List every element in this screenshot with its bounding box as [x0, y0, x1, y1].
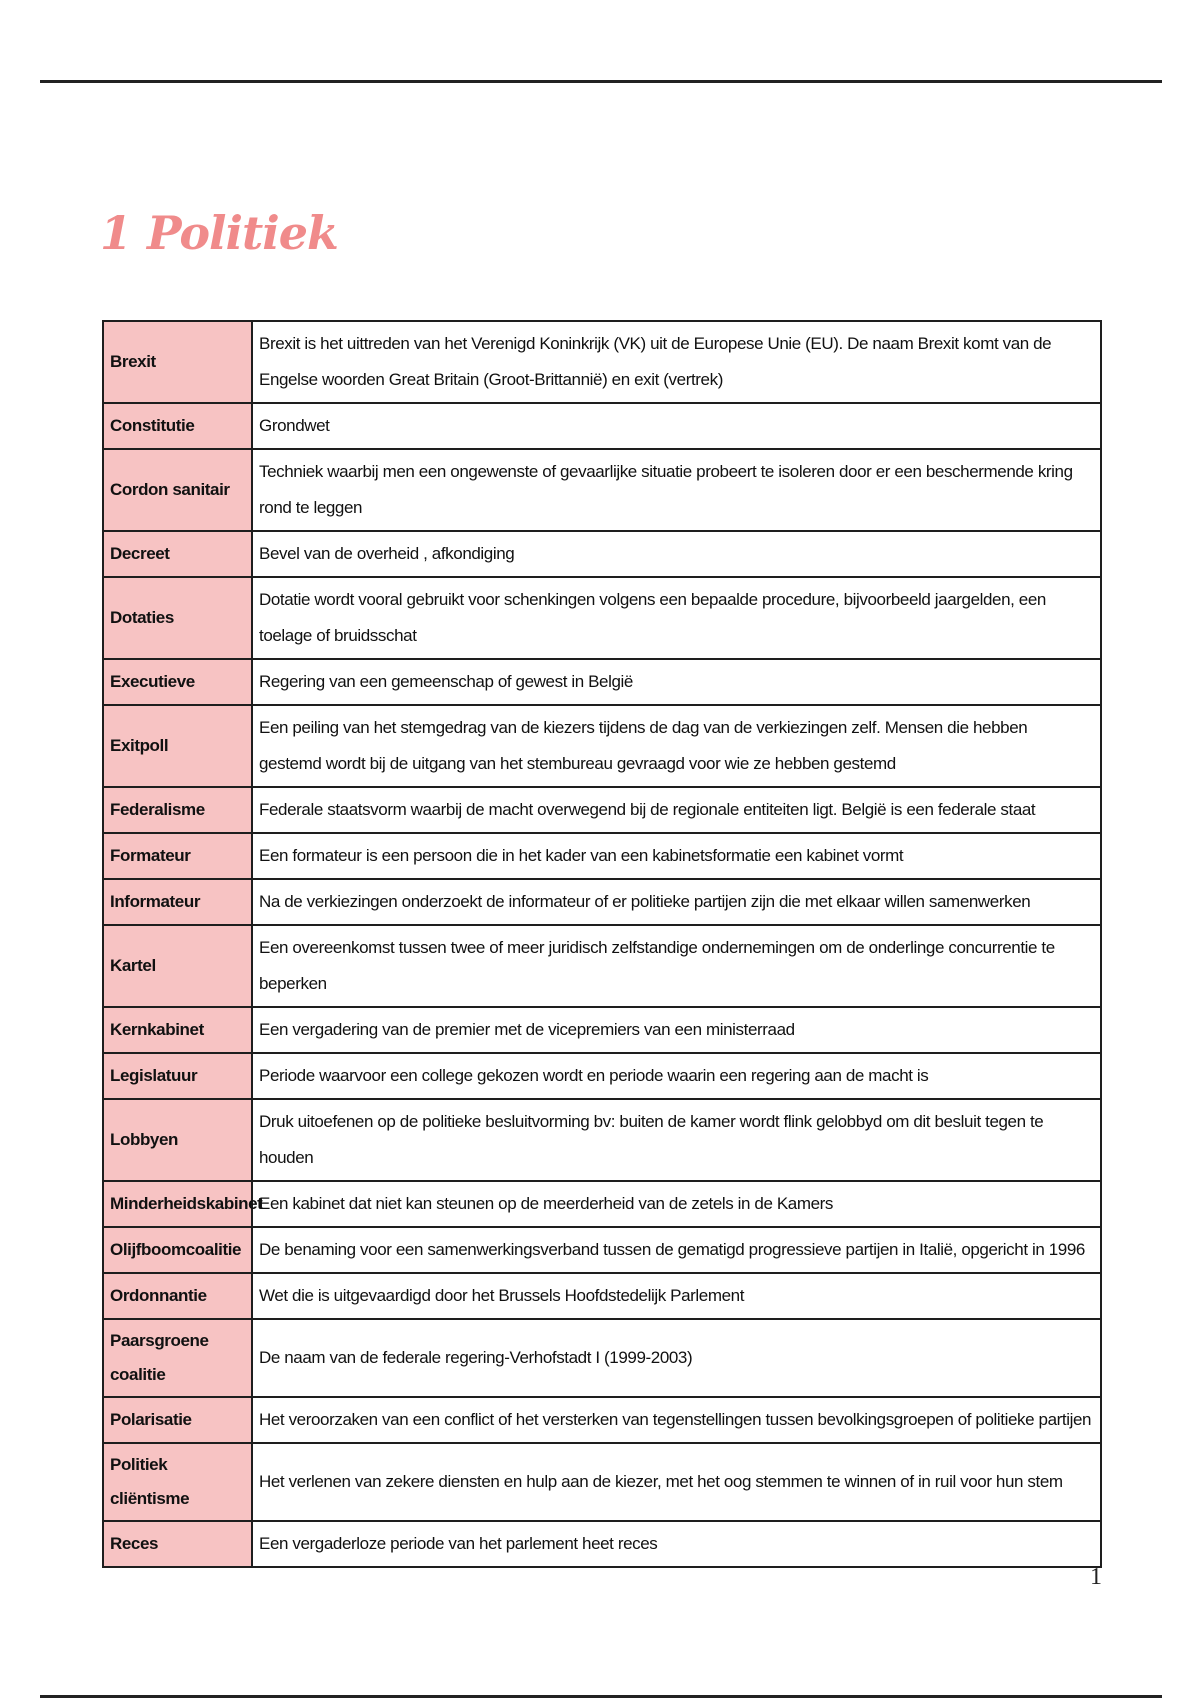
definition-cell: De naam van de federale regering-Verhofstadt I (1999-2003) — [252, 1319, 1101, 1397]
term-cell: Ordonnantie — [103, 1273, 252, 1319]
table-row — [103, 577, 1101, 659]
term-cell: Politiek cliëntisme — [103, 1443, 252, 1521]
term-cell: Polarisatie — [103, 1397, 252, 1443]
table-row — [103, 1007, 1101, 1053]
term-cell: Decreet — [103, 531, 252, 577]
table-row — [103, 1319, 1101, 1397]
term-cell: Brexit — [103, 321, 252, 403]
definition-cell: Een overeenkomst tussen twee of meer juridisch zelfstandige ondernemingen om de onderlinge concurrentie te beperken — [252, 925, 1101, 1007]
top-rule — [40, 80, 1162, 83]
table-row — [103, 1397, 1101, 1443]
table-row — [103, 833, 1101, 879]
definition-cell: Wet die is uitgevaardigd door het Brussels Hoofdstedelijk Parlement — [252, 1273, 1101, 1319]
definition-cell: Een kabinet dat niet kan steunen op de meerderheid van de zetels in de Kamers — [252, 1181, 1101, 1227]
table-row — [103, 1227, 1101, 1273]
glossary-table — [102, 320, 1102, 1568]
table-row — [103, 705, 1101, 787]
table-row — [103, 403, 1101, 449]
term-cell: Informateur — [103, 879, 252, 925]
definition-cell: Na de verkiezingen onderzoekt de informateur of er politieke partijen zijn die met elkaar willen samenwerken — [252, 879, 1101, 925]
term-cell: Dotaties — [103, 577, 252, 659]
definition-cell: Het verlenen van zekere diensten en hulp aan de kiezer, met het oog stemmen te winnen of in ruil voor hun stem — [252, 1443, 1101, 1521]
table-row — [103, 449, 1101, 531]
term-cell: Federalisme — [103, 787, 252, 833]
term-cell: Lobbyen — [103, 1099, 252, 1181]
page-number: 1 — [1090, 1564, 1102, 1590]
definition-cell: Regering van een gemeenschap of gewest in België — [252, 659, 1101, 705]
term-cell: Reces — [103, 1521, 252, 1567]
table-row — [103, 787, 1101, 833]
term-cell: Olijfboomcoalitie — [103, 1227, 252, 1273]
table-row — [103, 1053, 1101, 1099]
page-title — [100, 206, 338, 260]
definition-cell: Een vergadering van de premier met de vicepremiers van een ministerraad — [252, 1007, 1101, 1053]
definition-cell: Een formateur is een persoon die in het kader van een kabinetsformatie een kabinet vormt — [252, 833, 1101, 879]
term-cell: Legislatuur — [103, 1053, 252, 1099]
definition-cell: Een peiling van het stemgedrag van de kiezers tijdens de dag van de verkiezingen zelf. Mensen die hebben gestemd wordt bij de uitgang van het stembureau gevraagd voor wie ze hebben gestemd — [252, 705, 1101, 787]
term-cell: Kernkabinet — [103, 1007, 252, 1053]
table-row — [103, 1273, 1101, 1319]
term-cell: Formateur — [103, 833, 252, 879]
table-row — [103, 1443, 1101, 1521]
table-row — [103, 925, 1101, 1007]
definition-cell: De benaming voor een samenwerkingsverband tussen de gematigd progressieve partijen in Italië, opgericht in 1996 — [252, 1227, 1101, 1273]
definition-cell: Bevel van de overheid , afkondiging — [252, 531, 1101, 577]
definition-cell: Brexit is het uittreden van het Verenigd Koninkrijk (VK) uit de Europese Unie (EU). De naam Brexit komt van de Engelse woorden Great Britain (Groot-Brittannië) en exit (vertrek) — [252, 321, 1101, 403]
definition-cell: Druk uitoefenen op de politieke besluitvorming bv: buiten de kamer wordt flink gelobbyd om dit besluit tegen te houden — [252, 1099, 1101, 1181]
term-cell: Exitpoll — [103, 705, 252, 787]
bottom-rule — [40, 1695, 1162, 1698]
table-row — [103, 531, 1101, 577]
definition-cell: Een vergaderloze periode van het parlement heet reces — [252, 1521, 1101, 1567]
term-cell: Kartel — [103, 925, 252, 1007]
definition-cell: Federale staatsvorm waarbij de macht overwegend bij de regionale entiteiten ligt. België is een federale staat — [252, 787, 1101, 833]
definition-cell: Techniek waarbij men een ongewenste of gevaarlijke situatie probeert te isoleren door er een beschermende kring rond te leggen — [252, 449, 1101, 531]
definition-cell: Periode waarvoor een college gekozen wordt en periode waarin een regering aan de macht is — [252, 1053, 1101, 1099]
term-cell: Executieve — [103, 659, 252, 705]
table-row — [103, 659, 1101, 705]
section-number: 1 — [100, 206, 132, 260]
section-title: Politiek — [147, 206, 338, 260]
glossary-body — [103, 321, 1101, 1567]
term-cell: Paarsgroene coalitie — [103, 1319, 252, 1397]
table-row — [103, 321, 1101, 403]
definition-cell: Grondwet — [252, 403, 1101, 449]
term-cell: Constitutie — [103, 403, 252, 449]
definition-cell: Het veroorzaken van een conflict of het versterken van tegenstellingen tussen bevolkingsgroepen of politieke partijen — [252, 1397, 1101, 1443]
definition-cell: Dotatie wordt vooral gebruikt voor schenkingen volgens een bepaalde procedure, bijvoorbeeld jaargelden, een toelage of bruidsschat — [252, 577, 1101, 659]
table-row — [103, 879, 1101, 925]
table-row — [103, 1099, 1101, 1181]
term-cell: Cordon sanitair — [103, 449, 252, 531]
term-cell: Minderheidskabinet — [103, 1181, 252, 1227]
table-row — [103, 1521, 1101, 1567]
table-row — [103, 1181, 1101, 1227]
